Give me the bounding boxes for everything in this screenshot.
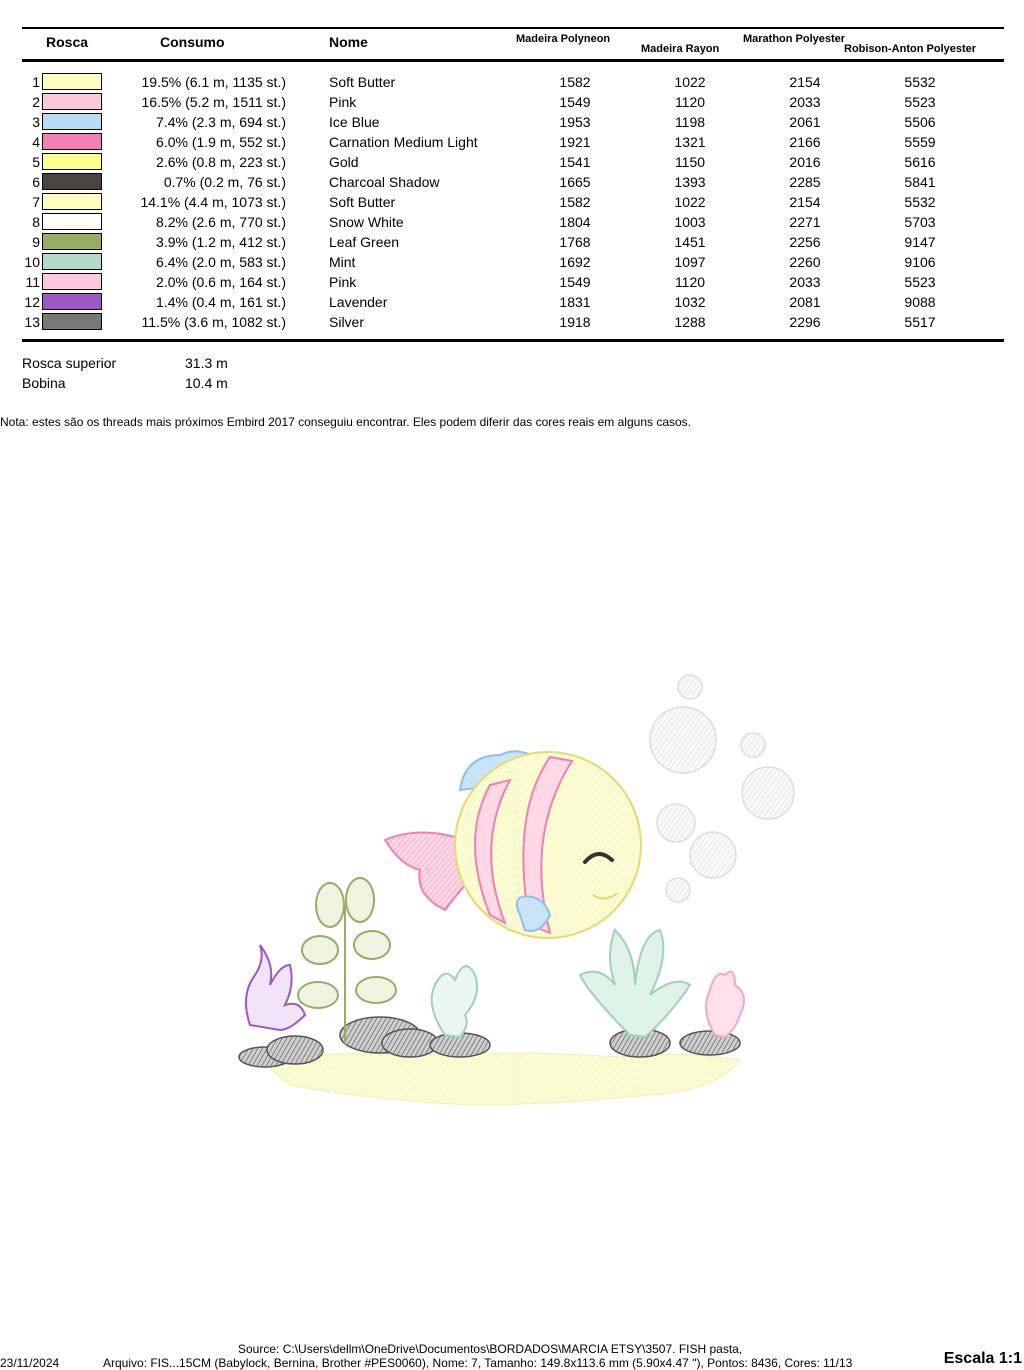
thread-name: Gold (329, 154, 359, 170)
madeira-rayon-code: 1288 (674, 314, 706, 330)
thread-name: Lavender (329, 294, 388, 310)
total-bobina-label: Bobina (22, 375, 66, 391)
madeira-rayon-code: 1120 (674, 274, 706, 290)
madeira-polyneon-code: 1768 (559, 234, 591, 250)
plant-mint-small (432, 966, 477, 1037)
madeira-rayon-code: 1451 (674, 234, 706, 250)
madeira-polyneon-code: 1918 (559, 314, 591, 330)
thread-number: 2 (32, 94, 40, 110)
consumo-cell: 19.5% (6.1 m, 1135 st.) (141, 74, 286, 90)
madeira-polyneon-code: 1549 (559, 274, 591, 290)
table-row (0, 293, 1024, 313)
robison-anton-code: 5532 (904, 74, 936, 90)
madeira-rayon-code: 1003 (674, 214, 706, 230)
header-consumo: Consumo (160, 34, 225, 50)
color-swatch (42, 273, 102, 290)
table-row (0, 233, 1024, 253)
marathon-polyester-code: 2271 (789, 214, 821, 230)
thread-name: Charcoal Shadow (329, 174, 440, 190)
marathon-polyester-code: 2256 (789, 234, 821, 250)
header-marathon-polyester: Marathon Polyester (743, 33, 846, 45)
robison-anton-code: 9088 (904, 294, 936, 310)
thread-number: 4 (32, 134, 40, 150)
color-swatch (42, 253, 102, 270)
madeira-polyneon-code: 1582 (559, 74, 591, 90)
bubbles (650, 675, 794, 902)
note-text: Nota: estes são os threads mais próximos Embird 2017 conseguiu encontrar. Eles podem diferir das cores reais em alguns casos. (0, 415, 692, 429)
madeira-polyneon-code: 1831 (559, 294, 591, 310)
marathon-polyester-code: 2016 (789, 154, 821, 170)
madeira-rayon-code: 1150 (674, 154, 706, 170)
thread-number: 12 (24, 294, 40, 310)
header-nome: Nome (329, 34, 368, 50)
plant-lavender (246, 945, 305, 1030)
consumo-cell: 14.1% (4.4 m, 1073 st.) (140, 194, 286, 210)
marathon-polyester-code: 2296 (789, 314, 821, 330)
table-row (0, 213, 1024, 233)
table-row (0, 173, 1024, 193)
color-swatch (42, 293, 102, 310)
header-bottom-rule (22, 59, 1004, 62)
robison-anton-code: 5841 (904, 174, 936, 190)
thread-number: 3 (32, 114, 40, 130)
color-swatch (42, 313, 102, 330)
thread-number: 10 (24, 254, 40, 270)
marathon-polyester-code: 2154 (789, 74, 821, 90)
madeira-polyneon-code: 1953 (559, 114, 591, 130)
color-swatch (42, 113, 102, 130)
table-row (0, 93, 1024, 113)
plant-mint-large (580, 930, 690, 1037)
madeira-polyneon-code: 1582 (559, 194, 591, 210)
consumo-cell: 3.9% (1.2 m, 412 st.) (156, 234, 286, 250)
madeira-polyneon-code: 1541 (559, 154, 591, 170)
consumo-cell: 6.0% (1.9 m, 552 st.) (156, 134, 286, 150)
madeira-polyneon-code: 1804 (559, 214, 591, 230)
thread-number: 5 (32, 154, 40, 170)
marathon-polyester-code: 2285 (789, 174, 821, 190)
color-swatch (42, 133, 102, 150)
embroidery-preview (220, 665, 810, 1115)
madeira-rayon-code: 1032 (674, 294, 706, 310)
plant-pink-small (706, 972, 744, 1037)
madeira-polyneon-code: 1665 (559, 174, 591, 190)
color-swatch (42, 173, 102, 190)
color-swatch (42, 233, 102, 250)
madeira-rayon-code: 1120 (674, 94, 706, 110)
color-swatch (42, 193, 102, 210)
marathon-polyester-code: 2260 (789, 254, 821, 270)
madeira-rayon-code: 1022 (674, 194, 706, 210)
table-bottom-rule (22, 339, 1004, 342)
thread-name: Silver (329, 314, 365, 330)
header-madeira-polyneon: Madeira Polyneon (516, 33, 611, 45)
thread-name: Mint (329, 254, 356, 270)
fish (385, 751, 641, 938)
robison-anton-code: 5616 (904, 154, 936, 170)
footer-file-info: Arquivo: FIS...15CM (Babylock, Bernina, Brother #PES0060), Nome: 7, Tamanho: 149.8x113.6 mm (5.90x4.47 "), Pontos: 8436, Cores: 11/13 (103, 1356, 853, 1370)
marathon-polyester-code: 2061 (789, 114, 821, 130)
color-swatch (42, 93, 102, 110)
table-top-rule (22, 27, 1004, 29)
robison-anton-code: 9106 (904, 254, 936, 270)
consumo-cell: 6.4% (2.0 m, 583 st.) (156, 254, 286, 270)
footer-scale: Escala 1:1 (943, 1350, 1022, 1367)
consumo-cell: 7.4% (2.3 m, 694 st.) (156, 114, 286, 130)
header-rosca: Rosca (46, 34, 89, 50)
consumo-cell: 1.4% (0.4 m, 161 st.) (156, 294, 286, 310)
marathon-polyester-code: 2166 (789, 134, 821, 150)
header-robison-anton: Robison-Anton Polyester (844, 43, 977, 55)
footer-source: Source: C:\Users\dellm\OneDrive\Documentos\BORDADOS\MARCIA ETSY\3507. FISH pasta, (238, 1342, 743, 1356)
thread-name: Soft Butter (329, 194, 396, 210)
table-row (0, 273, 1024, 293)
total-superior-value: 31.3 m (185, 355, 228, 371)
robison-anton-code: 5523 (904, 274, 936, 290)
madeira-polyneon-code: 1692 (559, 254, 591, 270)
sand-shape (260, 1053, 740, 1105)
madeira-rayon-code: 1198 (674, 114, 706, 130)
consumo-cell: 16.5% (5.2 m, 1511 st.) (141, 94, 286, 110)
robison-anton-code: 5517 (904, 314, 936, 330)
madeira-rayon-code: 1393 (674, 174, 706, 190)
thread-number: 9 (32, 234, 40, 250)
robison-anton-code: 5703 (904, 214, 936, 230)
marathon-polyester-code: 2154 (789, 194, 821, 210)
robison-anton-code: 5559 (904, 134, 936, 150)
color-swatch (42, 213, 102, 230)
thread-name: Pink (329, 94, 357, 110)
thread-name: Carnation Medium Light (329, 134, 478, 150)
table-row (0, 73, 1024, 93)
robison-anton-code: 9147 (904, 234, 936, 250)
consumo-cell: 11.5% (3.6 m, 1082 st.) (141, 314, 286, 330)
table-row (0, 193, 1024, 213)
color-swatch (42, 153, 102, 170)
robison-anton-code: 5523 (904, 94, 936, 110)
marathon-polyester-code: 2033 (789, 274, 821, 290)
table-row (0, 113, 1024, 133)
thread-name: Ice Blue (329, 114, 380, 130)
thread-name: Soft Butter (329, 74, 396, 90)
consumo-cell: 2.0% (0.6 m, 164 st.) (156, 274, 286, 290)
consumo-cell: 2.6% (0.8 m, 223 st.) (156, 154, 286, 170)
thread-number: 13 (24, 314, 40, 330)
robison-anton-code: 5532 (904, 194, 936, 210)
thread-number: 6 (32, 174, 40, 190)
madeira-rayon-code: 1097 (674, 254, 706, 270)
thread-name: Snow White (329, 214, 404, 230)
madeira-rayon-code: 1022 (674, 74, 706, 90)
table-row (0, 313, 1024, 333)
robison-anton-code: 5506 (904, 114, 936, 130)
consumo-cell: 0.7% (0.2 m, 76 st.) (163, 174, 286, 190)
madeira-polyneon-code: 1921 (559, 134, 591, 150)
header-madeira-rayon: Madeira Rayon (641, 43, 720, 55)
thread-number: 8 (32, 214, 40, 230)
madeira-rayon-code: 1321 (674, 134, 706, 150)
color-swatch (42, 73, 102, 90)
thread-name: Leaf Green (329, 234, 400, 250)
thread-name: Pink (329, 274, 357, 290)
footer-date: 23/11/2024 (0, 1356, 60, 1370)
madeira-polyneon-code: 1549 (559, 94, 591, 110)
consumo-cell: 8.2% (2.6 m, 770 st.) (156, 214, 286, 230)
total-superior-label: Rosca superior (22, 355, 117, 371)
marathon-polyester-code: 2033 (789, 94, 821, 110)
table-row (0, 253, 1024, 273)
total-bobina-value: 10.4 m (185, 375, 228, 391)
table-row (0, 133, 1024, 153)
table-row (0, 153, 1024, 173)
thread-number: 11 (25, 274, 40, 290)
thread-number: 7 (32, 194, 40, 210)
thread-number: 1 (32, 74, 40, 90)
marathon-polyester-code: 2081 (789, 294, 821, 310)
